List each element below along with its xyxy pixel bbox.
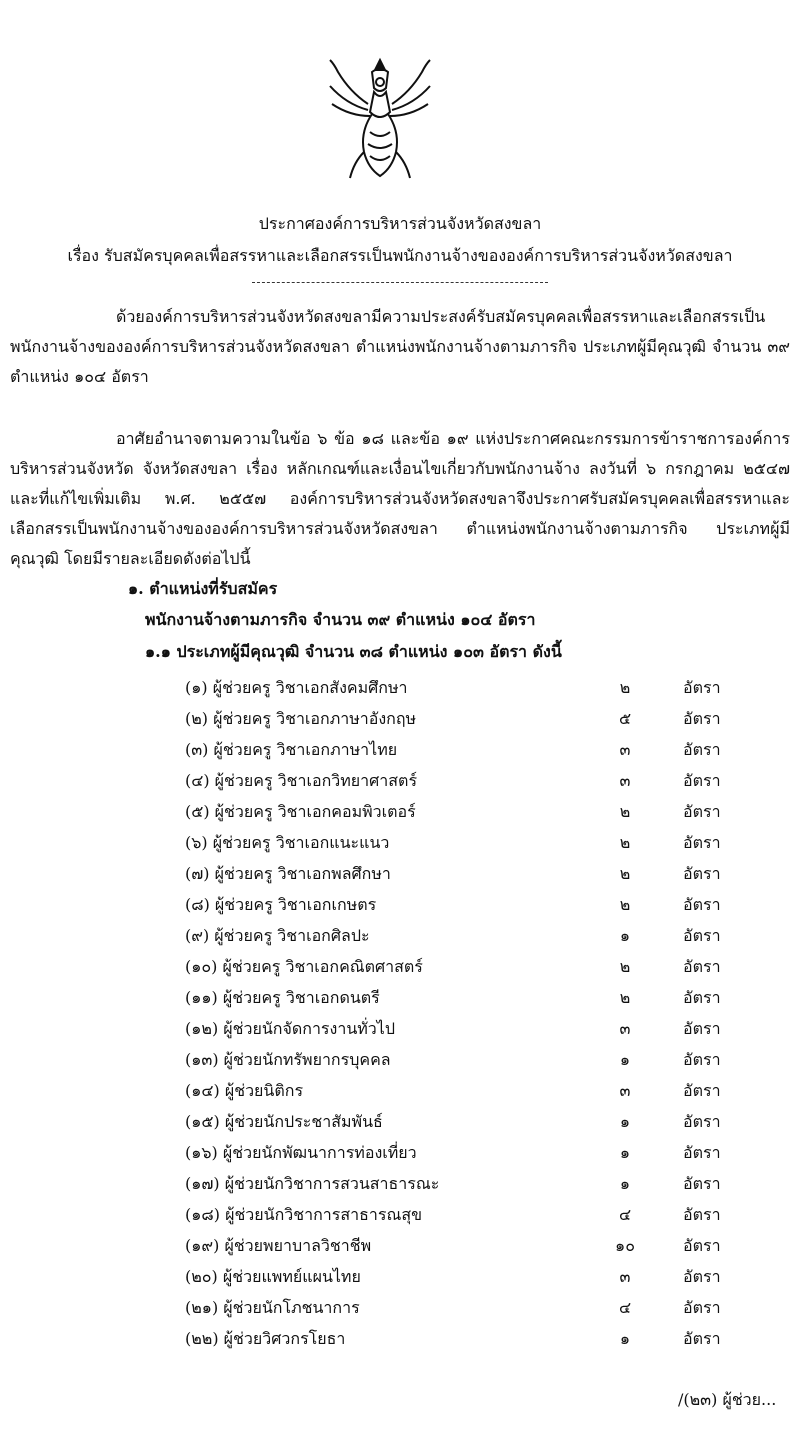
position-count: ๒ bbox=[619, 833, 631, 852]
position-name: (๘) ผู้ช่วยครู วิชาเอกเกษตร bbox=[185, 895, 377, 914]
position-row bbox=[185, 889, 745, 920]
position-unit: อัตรา bbox=[683, 1019, 721, 1038]
position-name: (๖) ผู้ช่วยครู วิชาเอกแนะแนว bbox=[185, 833, 390, 852]
announcement-title: ประกาศองค์การบริหารส่วนจังหวัดสงขลา bbox=[258, 214, 542, 233]
position-unit: อัตรา bbox=[683, 1174, 721, 1193]
position-name: (๑๓) ผู้ช่วยนักทรัพยากรบุคคล bbox=[185, 1050, 391, 1069]
position-name: (๑๘) ผู้ช่วยนักวิชาการสาธารณสุข bbox=[185, 1205, 423, 1224]
position-row bbox=[185, 982, 745, 1013]
position-unit: อัตรา bbox=[683, 709, 721, 728]
position-row bbox=[185, 1168, 745, 1199]
position-name: (๒๐) ผู้ช่วยแพทย์แผนไทย bbox=[185, 1267, 361, 1286]
position-row bbox=[185, 920, 745, 951]
positions-list bbox=[185, 672, 745, 1354]
separator-line bbox=[252, 282, 548, 283]
position-unit: อัตรา bbox=[683, 1329, 721, 1348]
position-name: (๕) ผู้ช่วยครู วิชาเอกคอมพิวเตอร์ bbox=[185, 802, 416, 821]
section-subheading: พนักงานจ้างตามภารกิจ จำนวน ๓๙ ตำแหน่ง ๑๐๔ อัตรา bbox=[145, 610, 536, 629]
position-count: ๑ bbox=[619, 926, 631, 945]
authority-text: อาศัยอำนาจตามความในข้อ ๖ ข้อ ๑๘ และข้อ ๑๙ แห่งประกาศคณะกรรมการข้าราชการองค์การบริหารส่วนจังหวัด จังหวัดสงขลา เรื่อง หลักเกณฑ์และเงื่อนไขเกี่ยวกับพนักงานจ้าง ลงวันที่ ๖ กรกฎาคม ๒๕๔๗ และที่แก้ไขเพิ่มเติม พ.ศ. ๒๕๕๗ องค์การบริหารส่วนจังหวัดสงขลาจึงประกาศรับสมัครบุคคลเพื่อสรรหาและเลือกสรรเป็นพนักงานจ้างขององค์การบริหารส่วนจังหวัดสงขลา ตำแหน่งพนักงานจ้างตามภารกิจ ประเภทผู้มีคุณวุฒิ โดยมีรายละเอียดดังต่อไปนี้ bbox=[10, 429, 790, 568]
position-name: (๒๑) ผู้ช่วยนักโภชนาการ bbox=[185, 1298, 360, 1317]
position-name: (๒๒) ผู้ช่วยวิศวกรโยธา bbox=[185, 1329, 346, 1348]
position-unit: อัตรา bbox=[683, 864, 721, 883]
position-row bbox=[185, 703, 745, 734]
position-unit: อัตรา bbox=[683, 1236, 721, 1255]
position-name: (๑๔) ผู้ช่วยนิติกร bbox=[185, 1081, 304, 1100]
garuda-emblem-icon bbox=[320, 52, 440, 187]
position-unit: อัตรา bbox=[683, 926, 721, 945]
position-unit: อัตรา bbox=[683, 1081, 721, 1100]
position-row bbox=[185, 672, 745, 703]
position-name: (๑๕) ผู้ช่วยนักประชาสัมพันธ์ bbox=[185, 1112, 383, 1131]
position-name: (๑๒) ผู้ช่วยนักจัดการงานทั่วไป bbox=[185, 1019, 395, 1038]
position-unit: อัตรา bbox=[683, 771, 721, 790]
position-name: (๑๗) ผู้ช่วยนักวิชาการสวนสาธารณะ bbox=[185, 1174, 440, 1193]
position-unit: อัตรา bbox=[683, 988, 721, 1007]
position-count: ๑ bbox=[619, 1112, 631, 1131]
position-name: (๑) ผู้ช่วยครู วิชาเอกสังคมศึกษา bbox=[185, 678, 408, 697]
position-row bbox=[185, 734, 745, 765]
position-row bbox=[185, 1199, 745, 1230]
position-count: ๒ bbox=[619, 802, 631, 821]
position-count: ๓ bbox=[619, 1267, 631, 1286]
position-unit: อัตรา bbox=[683, 1143, 721, 1162]
category-heading: ๑.๑ ประเภทผู้มีคุณวุฒิ จำนวน ๓๘ ตำแหน่ง ๑๐๓ อัตรา ดังนี้ bbox=[145, 642, 562, 661]
intro-paragraph bbox=[10, 302, 790, 392]
position-row bbox=[185, 951, 745, 982]
position-count: ๕ bbox=[618, 709, 632, 728]
position-row bbox=[185, 858, 745, 889]
position-name: (๑๙) ผู้ช่วยพยาบาลวิชาชีพ bbox=[185, 1236, 372, 1255]
position-row bbox=[185, 1044, 745, 1075]
position-row bbox=[185, 1013, 745, 1044]
position-unit: อัตรา bbox=[683, 1298, 721, 1317]
position-count: ๑ bbox=[619, 1050, 631, 1069]
position-name: (๗) ผู้ช่วยครู วิชาเอกพลศึกษา bbox=[185, 864, 391, 883]
authority-paragraph bbox=[10, 424, 790, 574]
position-count: ๑๐ bbox=[615, 1236, 635, 1255]
position-count: ๒ bbox=[619, 957, 631, 976]
position-name: (๒) ผู้ช่วยครู วิชาเอกภาษาอังกฤษ bbox=[185, 709, 417, 728]
position-count: ๒ bbox=[619, 678, 631, 697]
section-heading: ๑. ตำแหน่งที่รับสมัคร bbox=[128, 579, 278, 598]
position-count: ๒ bbox=[619, 864, 631, 883]
position-count: ๑ bbox=[619, 1329, 631, 1348]
position-count: ๓ bbox=[619, 1019, 631, 1038]
position-row bbox=[185, 1075, 745, 1106]
position-row bbox=[185, 1261, 745, 1292]
position-name: (๑๖) ผู้ช่วยนักพัฒนาการท่องเที่ยว bbox=[185, 1143, 417, 1162]
position-unit: อัตรา bbox=[683, 802, 721, 821]
position-count: ๑ bbox=[619, 1143, 631, 1162]
position-count: ๓ bbox=[619, 771, 631, 790]
position-row bbox=[185, 796, 745, 827]
continuation-note: /(๒๓) ผู้ช่วย... bbox=[678, 1390, 777, 1409]
position-name: (๓) ผู้ช่วยครู วิชาเอกภาษาไทย bbox=[185, 740, 398, 759]
position-name: (๔) ผู้ช่วยครู วิชาเอกวิทยาศาสตร์ bbox=[185, 771, 418, 790]
position-row bbox=[185, 1106, 745, 1137]
position-count: ๓ bbox=[619, 740, 631, 759]
position-count: ๔ bbox=[618, 1205, 632, 1224]
position-count: ๑ bbox=[619, 1174, 631, 1193]
position-name: (๑๐) ผู้ช่วยครู วิชาเอกคณิตศาสตร์ bbox=[185, 957, 423, 976]
announcement-subject: เรื่อง รับสมัครบุคคลเพื่อสรรหาและเลือกสรรเป็นพนักงานจ้างขององค์การบริหารส่วนจังหวัดสงขลา bbox=[67, 246, 733, 265]
position-unit: อัตรา bbox=[683, 957, 721, 976]
position-unit: อัตรา bbox=[683, 833, 721, 852]
position-row bbox=[185, 1323, 745, 1354]
position-unit: อัตรา bbox=[683, 1050, 721, 1069]
position-count: ๔ bbox=[618, 1298, 632, 1317]
position-row bbox=[185, 1230, 745, 1261]
position-row bbox=[185, 1137, 745, 1168]
position-unit: อัตรา bbox=[683, 740, 721, 759]
position-count: ๒ bbox=[619, 895, 631, 914]
position-unit: อัตรา bbox=[683, 1267, 721, 1286]
position-count: ๒ bbox=[619, 988, 631, 1007]
position-unit: อัตรา bbox=[683, 1112, 721, 1131]
position-unit: อัตรา bbox=[683, 678, 721, 697]
position-count: ๓ bbox=[619, 1081, 631, 1100]
position-row bbox=[185, 765, 745, 796]
position-name: (๙) ผู้ช่วยครู วิชาเอกศิลปะ bbox=[185, 926, 370, 945]
intro-text: ด้วยองค์การบริหารส่วนจังหวัดสงขลามีความประสงค์รับสมัครบุคคลเพื่อสรรหาและเลือกสรรเป็นพนักงานจ้างขององค์การบริหารส่วนจังหวัดสงขลา ตำแหน่งพนักงานจ้างตามภารกิจ ประเภทผู้มีคุณวุฒิ จำนวน ๓๙ ตำแหน่ง ๑๐๔ อัตรา bbox=[10, 307, 790, 386]
position-unit: อัตรา bbox=[683, 895, 721, 914]
position-unit: อัตรา bbox=[683, 1205, 721, 1224]
position-row bbox=[185, 1292, 745, 1323]
position-row bbox=[185, 827, 745, 858]
position-name: (๑๑) ผู้ช่วยครู วิชาเอกดนตรี bbox=[185, 988, 380, 1007]
